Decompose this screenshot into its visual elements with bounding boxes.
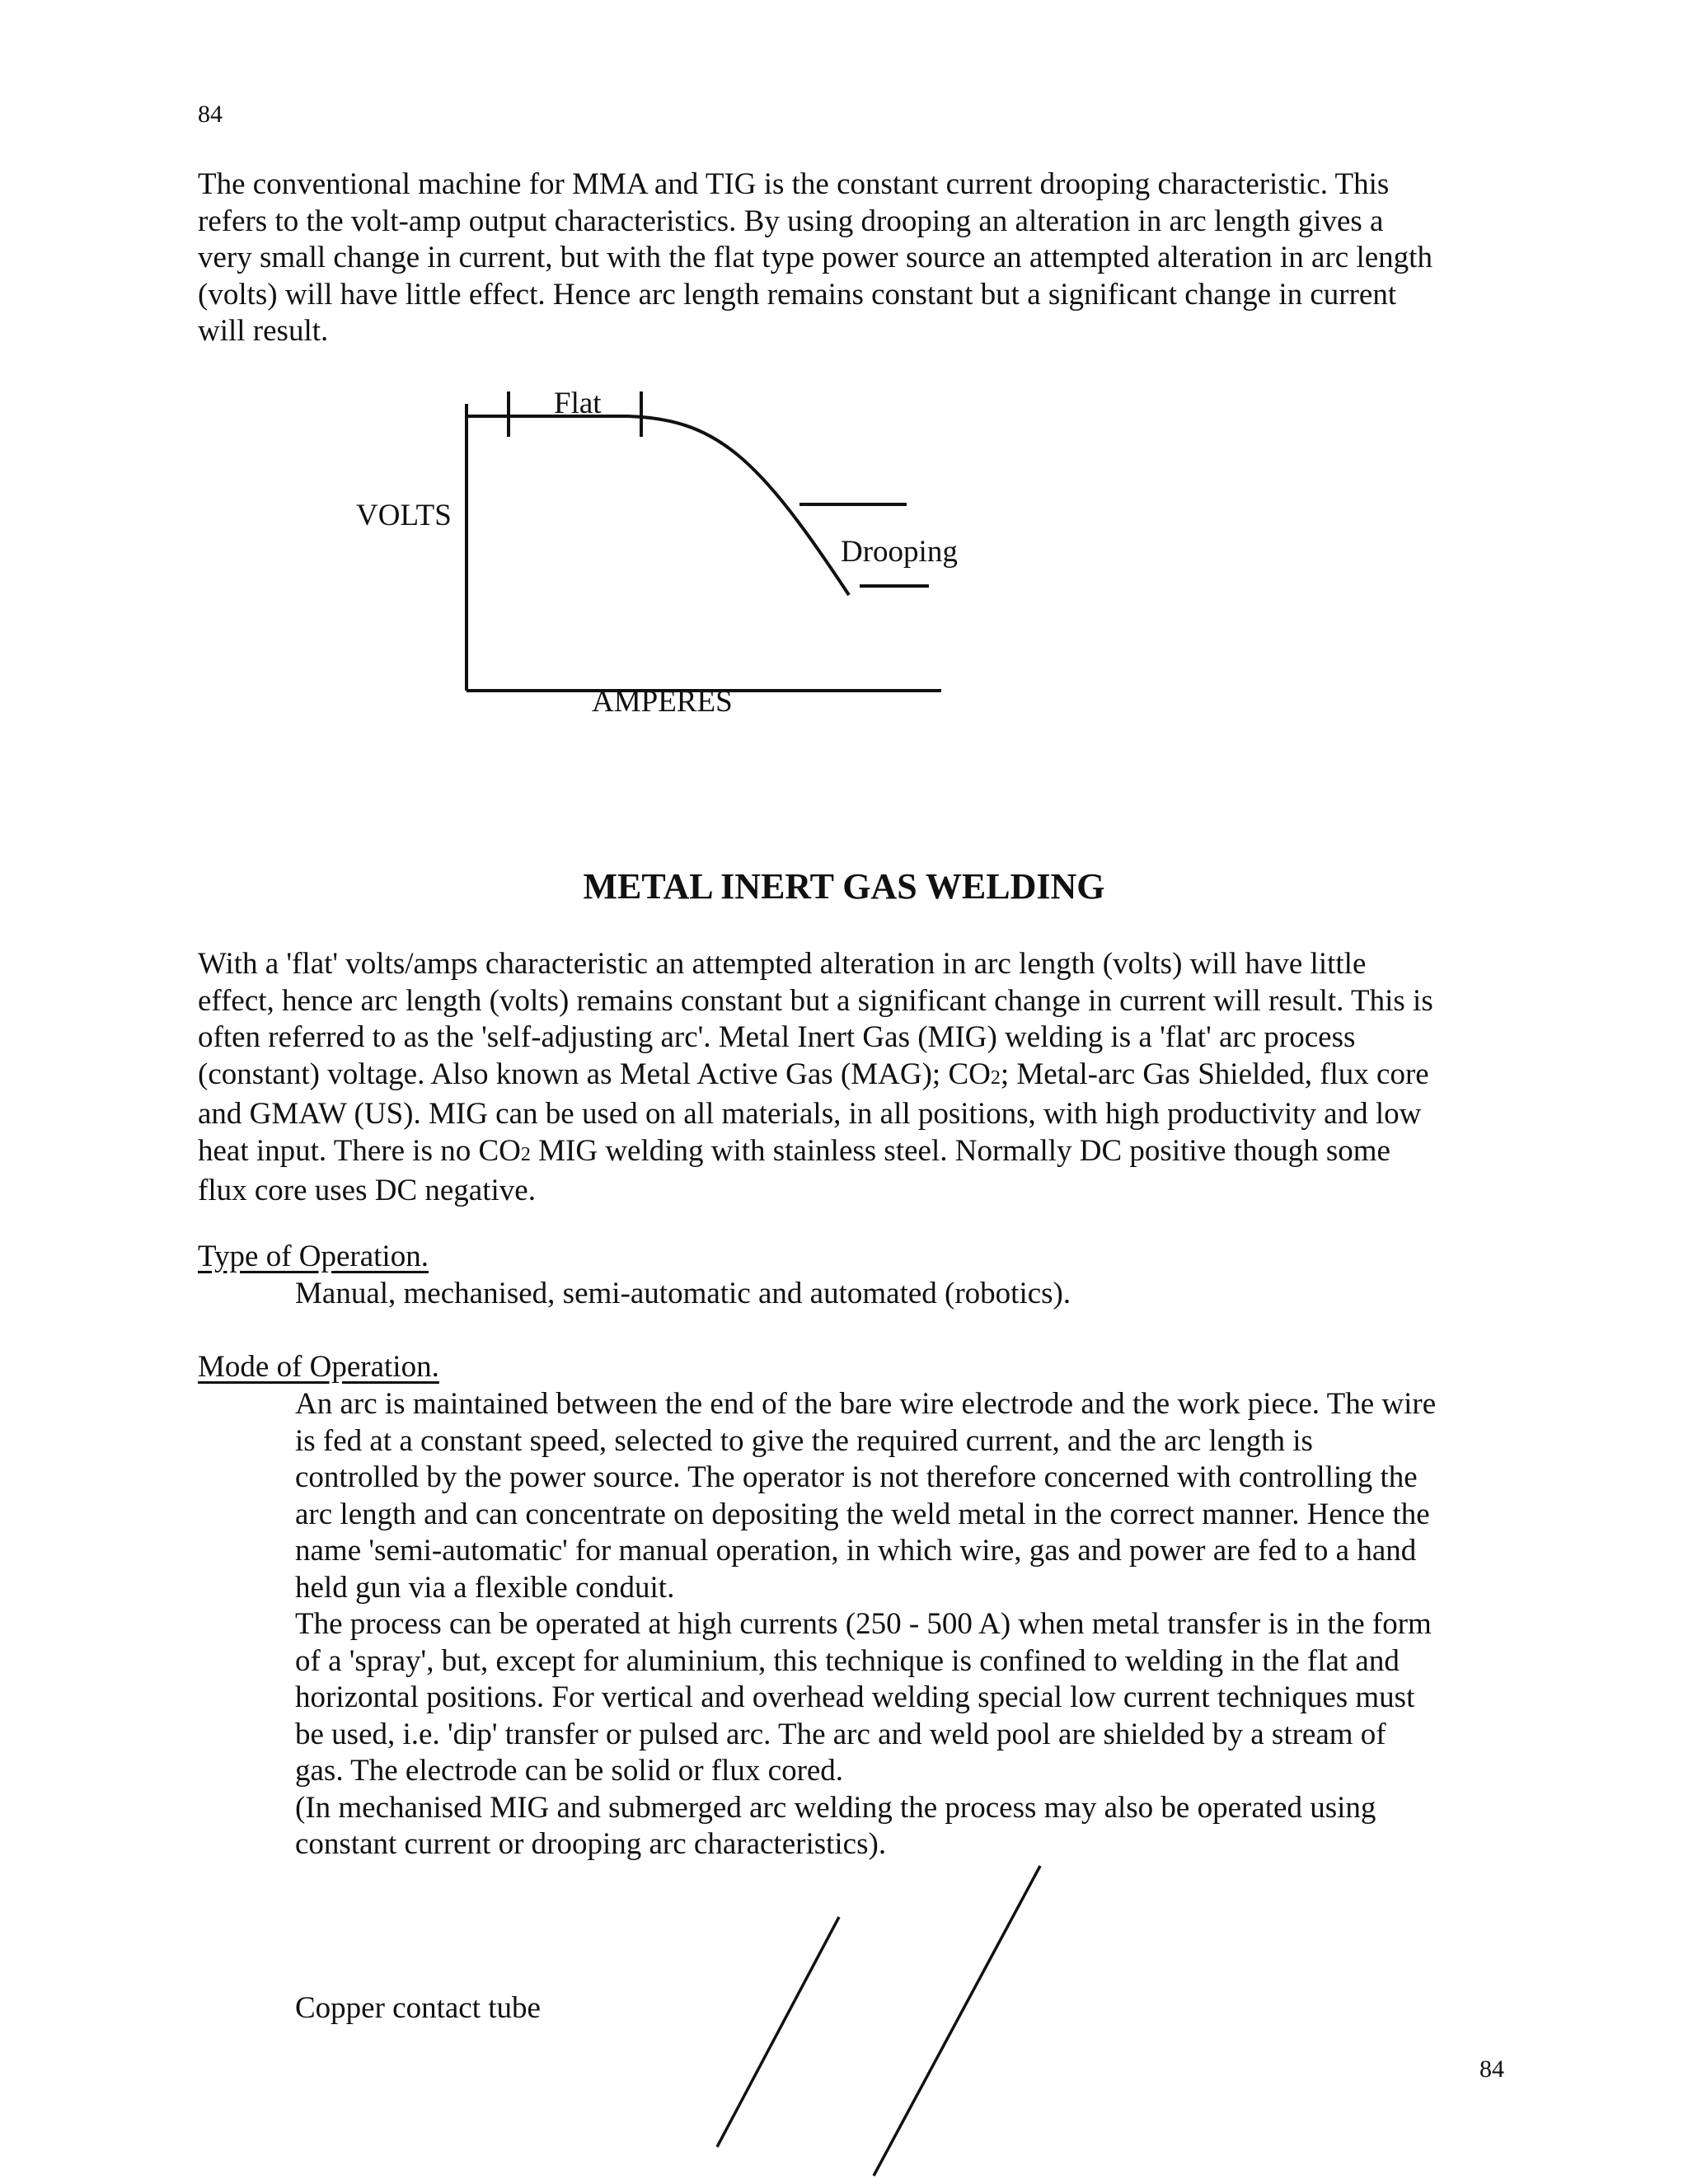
contact-tube-line-left: [717, 1917, 839, 2147]
mode-line: is fed at a constant speed, selected to give the required current, and the arc length is: [295, 1423, 1313, 1458]
mode-line: arc length and can concentrate on depositing the weld metal in the correct manner. Hence the: [295, 1497, 1430, 1531]
mig-line: often referred to as the 'self-adjusting arc'. Metal Inert Gas (MIG) welding is a 'flat' arc process: [198, 1020, 1356, 1054]
mode-line: constant current or drooping arc characteristics).: [295, 1827, 887, 1861]
mig-line: (constant) voltage. Also known as Metal Active Gas (MAG); CO2; Metal-arc Gas Shielded, flux core: [198, 1057, 1429, 1091]
mode-line: name 'semi-automatic' for manual operation, in which wire, gas and power are fed to a hand: [295, 1534, 1417, 1568]
mig-line: effect, hence arc length (volts) remains constant but a significant change in current will result. This is: [198, 983, 1433, 1018]
mig-paragraph: [198, 946, 1433, 1210]
mode-line: of a 'spray', but, except for aluminium, this technique is confined to welding in the flat and: [295, 1643, 1400, 1678]
mode-line: held gun via a flexible conduit.: [295, 1570, 675, 1605]
mode-line: The process can be operated at high currents (250 - 500 A) when metal transfer is in the form: [295, 1607, 1432, 1641]
mode-of-operation-heading: Mode of Operation.: [198, 1350, 439, 1384]
subscript-2: 2: [990, 1066, 1001, 1089]
mode-line: gas. The electrode can be solid or flux cored.: [295, 1754, 844, 1788]
mode-line: controlled by the power source. The operator is not therefore concerned with controlling the: [295, 1460, 1418, 1494]
mode-line: horizontal positions. For vertical and overhead welding special low current techniques must: [295, 1680, 1415, 1714]
contact-tube-line-right: [874, 1866, 1040, 2176]
diagram-label-flat: Flat: [554, 387, 602, 420]
intro-line: will result.: [198, 314, 329, 348]
mig-line: and GMAW (US). MIG can be used on all materials, in all positions, with high productivity and low: [198, 1097, 1422, 1131]
characteristic-curve: [467, 416, 849, 595]
type-of-operation-heading: Type of Operation.: [198, 1240, 429, 1273]
mode-line: be used, i.e. 'dip' transfer or pulsed arc. The arc and weld pool are shielded by a stream of: [295, 1717, 1386, 1751]
mode-line: (In mechanised MIG and submerged arc welding the process may also be operated using: [295, 1790, 1376, 1825]
mode-line: An arc is maintained between the end of the bare wire electrode and the work piece. The wire: [295, 1387, 1437, 1421]
section-title: METAL INERT GAS WELDING: [583, 866, 1105, 907]
mig-line: heat input. There is no CO2 MIG welding with stainless steel. Normally DC positive though some: [198, 1133, 1390, 1168]
intro-line: (volts) will have little effect. Hence arc length remains constant but a significant change in current: [198, 277, 1397, 312]
diagram-label-volts: VOLTS: [356, 499, 452, 532]
intro-line: refers to the volt-amp output characteristics. By using drooping an alteration in arc length gives a: [198, 204, 1384, 238]
intro-line: The conventional machine for MMA and TIG is the constant current drooping characteristic. This: [198, 167, 1390, 201]
type-of-operation-text: Manual, mechanised, semi-automatic and automated (robotics).: [295, 1277, 1071, 1310]
diagram-label-drooping: Drooping: [841, 535, 958, 569]
mig-line: With a 'flat' volts/amps characteristic an attempted alteration in arc length (volts) will have little: [198, 947, 1367, 981]
diagram-label-amperes: AMPERES: [592, 685, 733, 719]
mode-of-operation-body: [295, 1386, 1436, 1863]
intro-line: very small change in current, but with the flat type power source an attempted alteration in arc length: [198, 241, 1432, 274]
mig-line: flux core uses DC negative.: [198, 1174, 536, 1207]
subscript-2: 2: [520, 1143, 531, 1165]
figure-label-copper-contact-tube: Copper contact tube: [295, 1991, 541, 2025]
page-number-bottom: 84: [1479, 2055, 1504, 2083]
page-number-top: 84: [198, 101, 223, 128]
